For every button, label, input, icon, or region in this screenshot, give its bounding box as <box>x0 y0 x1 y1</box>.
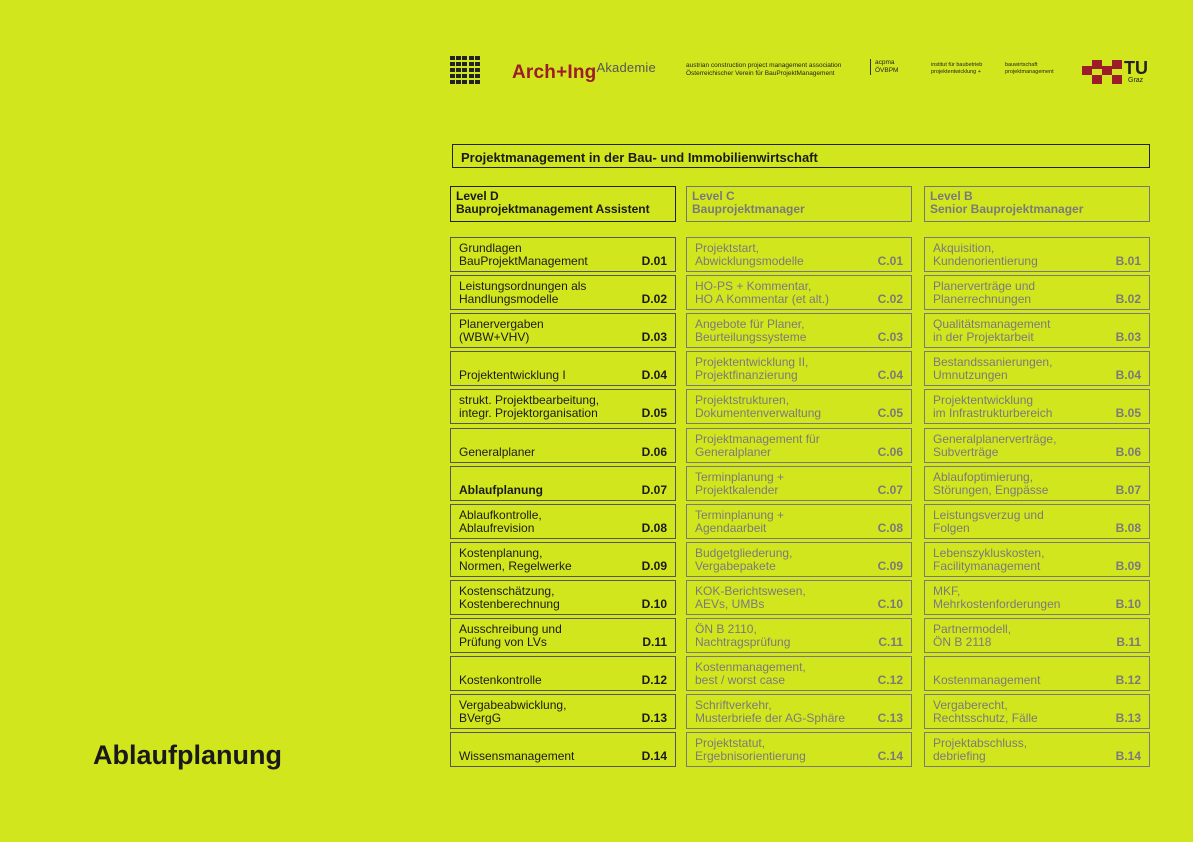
course-code: B.10 <box>1115 596 1141 611</box>
course-cell-d-09 <box>450 542 676 577</box>
course-code: C.09 <box>877 558 903 573</box>
course-code: B.03 <box>1115 330 1141 345</box>
course-title: Schriftverkehr, Musterbriefe der AG-Sphäre <box>695 698 846 726</box>
course-cell-b-03 <box>924 313 1150 348</box>
course-cell-b-05 <box>924 389 1150 424</box>
course-cell-d-08 <box>450 504 676 539</box>
course-code: C.02 <box>877 292 903 307</box>
institute-logo-left <box>931 62 982 76</box>
course-cell-d-01 <box>450 237 676 272</box>
course-code: D.01 <box>641 254 667 268</box>
course-title: Projektabschluss, debriefing <box>933 736 1028 764</box>
course-cell-d-06 <box>450 428 676 463</box>
course-title: Lebenszykluskosten, Facilitymanagement <box>933 545 1045 573</box>
level-b-subtitle: Senior Bauprojektmanager <box>930 202 1084 216</box>
acpma-short2: ÖVBPM <box>875 67 899 74</box>
course-title: Planerverträge und Planerrechnungen <box>933 279 1036 307</box>
course-cell-d-03 <box>450 313 676 348</box>
course-title: Ausschreibung und Prüfung von LVs <box>459 622 562 649</box>
course-title: Ablaufplanung <box>459 482 543 497</box>
course-code: D.02 <box>641 292 667 307</box>
course-code: C.12 <box>877 673 903 688</box>
course-code: B.12 <box>1115 673 1141 688</box>
course-title: Terminplanung + Projektkalender <box>695 469 785 497</box>
course-title: Projektstatut, Ergebnisorientierung <box>695 736 806 764</box>
course-title: Angebote für Planer, Beurteilungssysteme <box>695 317 807 345</box>
course-cell-b-01 <box>924 237 1150 272</box>
level-b-title: Level B <box>930 189 973 203</box>
course-title: MKF, Mehrkostenforderungen <box>933 583 1061 611</box>
course-cell-d-04 <box>450 351 676 386</box>
course-title: Ablaufkontrolle, Ablaufrevision <box>459 507 542 535</box>
course-code: D.07 <box>641 482 667 497</box>
tu-graz-logo <box>1082 58 1154 88</box>
course-cell-b-04 <box>924 351 1150 386</box>
course-code: B.05 <box>1115 406 1141 421</box>
course-title: Generalplanerverträge, Subverträge <box>933 431 1057 459</box>
course-code: C.13 <box>877 711 903 726</box>
course-code: D.11 <box>642 635 667 649</box>
course-code: C.07 <box>877 482 903 497</box>
page-title: Ablaufplanung <box>93 740 282 770</box>
inst-plus: + <box>977 69 981 75</box>
course-code: D.10 <box>641 596 667 611</box>
level-c-title: Level C <box>692 189 735 203</box>
level-d-header <box>450 186 676 222</box>
course-title: Projektstart, Abwicklungsmodelle <box>695 241 804 268</box>
course-code: C.08 <box>877 520 903 535</box>
course-title: Projektentwicklung im Infrastrukturbereich <box>933 393 1053 421</box>
level-b-column <box>924 186 1150 764</box>
course-code: D.06 <box>641 444 667 459</box>
course-cell-b-11 <box>924 618 1150 653</box>
course-cell-c-11 <box>686 618 912 653</box>
course-code: B.06 <box>1115 444 1141 459</box>
course-cell-d-13 <box>450 694 676 729</box>
acpma-line1: austrian construction project management association <box>686 62 842 69</box>
acpma-short1: acpma <box>875 59 895 66</box>
course-cell-c-12 <box>686 656 912 691</box>
course-title: Bestandssanierungen, Umnutzungen <box>933 355 1053 383</box>
course-cell-c-04 <box>686 351 912 386</box>
acpma-line2: Österreichischer Verein für BauProjektManagement <box>686 70 835 77</box>
course-title: Kostenkontrolle <box>459 673 542 688</box>
course-cell-c-03 <box>686 313 912 348</box>
level-b-header <box>924 186 1150 222</box>
course-title: Planervergaben (WBW+VHV) <box>459 317 544 345</box>
course-cell-d-11 <box>450 618 676 653</box>
course-cell-c-02 <box>686 275 912 310</box>
course-cell-d-07 <box>450 466 676 501</box>
course-code: C.03 <box>877 330 903 345</box>
course-title: Terminplanung + Agendaarbeit <box>695 507 785 535</box>
course-code: B.08 <box>1115 520 1141 535</box>
institute-logo-right <box>1005 62 1054 76</box>
course-cell-c-13 <box>686 694 912 729</box>
course-title: Kostenschätzung, Kostenberechnung <box>459 583 560 611</box>
course-title: Kostenmanagement <box>933 673 1041 688</box>
grid-logo-icon <box>450 56 482 86</box>
course-cell-d-10 <box>450 580 676 615</box>
course-cell-b-08 <box>924 504 1150 539</box>
course-cell-c-09 <box>686 542 912 577</box>
course-title: Akquisition, Kundenorientierung <box>933 241 1038 268</box>
course-code: C.14 <box>877 749 903 764</box>
course-title: Budgetgliederung, Vergabepakete <box>695 545 793 573</box>
course-cell-b-07 <box>924 466 1150 501</box>
program-header: Projektmanagement in der Bau- und Immobilienwirtschaft <box>452 144 1150 168</box>
course-code: D.05 <box>641 406 667 421</box>
course-cell-b-09 <box>924 542 1150 577</box>
course-cell-c-01 <box>686 237 912 272</box>
course-code: C.06 <box>877 444 903 459</box>
course-title: KOK-Berichtswesen, AEVs, UMBs <box>695 583 806 611</box>
course-code: D.08 <box>641 520 667 535</box>
course-code: B.14 <box>1115 749 1141 764</box>
course-code: D.04 <box>641 368 667 383</box>
course-title: Generalplaner <box>459 444 536 459</box>
course-cell-b-06 <box>924 428 1150 463</box>
level-c-subtitle: Bauprojektmanager <box>692 202 805 216</box>
course-code: C.01 <box>877 254 903 268</box>
course-cell-c-06 <box>686 428 912 463</box>
logo-bar <box>450 54 1155 90</box>
course-code: D.12 <box>641 673 667 688</box>
course-code: B.09 <box>1115 558 1141 573</box>
course-title: Projektentwicklung II, Projektfinanzierung <box>695 355 809 383</box>
course-title: Grundlagen BauProjektManagement <box>459 241 588 268</box>
course-cell-b-14 <box>924 732 1150 767</box>
course-title: Kostenplanung, Normen, Regelwerke <box>459 545 572 573</box>
course-title: Kostenmanagement, best / worst case <box>695 660 806 688</box>
tu-text: TU <box>1124 58 1148 78</box>
course-title: Qualitätsmanagement in der Projektarbeit <box>933 317 1051 345</box>
course-cell-d-05 <box>450 389 676 424</box>
course-cell-b-02 <box>924 275 1150 310</box>
course-code: C.05 <box>877 406 903 421</box>
course-cell-b-13 <box>924 694 1150 729</box>
course-title: Partnermodell, ÖN B 2118 <box>933 622 1012 649</box>
course-cell-b-10 <box>924 580 1150 615</box>
course-code: B.07 <box>1115 482 1141 497</box>
course-title: strukt. Projektbearbeitung, integr. Projektorganisation <box>459 393 600 421</box>
course-title: Leistungsverzug und Folgen <box>933 507 1044 535</box>
course-cell-d-14 <box>450 732 676 767</box>
course-code: B.13 <box>1115 711 1141 726</box>
course-code: B.11 <box>1116 635 1141 649</box>
course-cell-c-07 <box>686 466 912 501</box>
inst-line2: projektentwicklung <box>931 69 977 75</box>
graz-text: Graz <box>1128 77 1144 84</box>
course-code: B.02 <box>1115 292 1141 307</box>
course-cell-d-12 <box>450 656 676 691</box>
course-cell-d-02 <box>450 275 676 310</box>
akademie-text: Akademie <box>596 60 656 75</box>
acpma-short-logo <box>870 59 898 75</box>
level-d-subtitle: Bauprojektmanagement Assistent <box>456 202 650 216</box>
course-title: Projektstrukturen, Dokumentenverwaltung <box>695 393 822 421</box>
level-d-title: Level D <box>456 189 499 203</box>
course-title: HO-PS + Kommentar, HO A Kommentar (et alt.) <box>695 279 830 307</box>
course-code: B.04 <box>1115 368 1141 383</box>
course-code: D.09 <box>641 558 667 573</box>
level-c-column <box>686 186 912 764</box>
course-title: Projektentwicklung I <box>459 368 566 383</box>
course-title: Leistungsordnungen als Handlungsmodelle <box>459 279 587 307</box>
course-title: ÖN B 2110, Nachtragsprüfung <box>695 622 791 649</box>
inst2-line1: bauwirtschaft <box>1005 62 1038 68</box>
inst-line1: institut für baubetrieb <box>931 62 983 68</box>
course-title: Ablaufoptimierung, Störungen, Engpässe <box>933 469 1049 497</box>
course-title: Projektmanagement für Generalplaner <box>695 431 820 459</box>
course-cell-c-14 <box>686 732 912 767</box>
course-title: Vergaberecht, Rechtsschutz, Fälle <box>933 698 1038 726</box>
course-code: D.03 <box>641 330 667 345</box>
course-code: C.10 <box>877 596 903 611</box>
level-d-column <box>450 186 676 764</box>
arch-ing-akademie-logo <box>512 62 656 84</box>
course-cell-c-08 <box>686 504 912 539</box>
course-cell-b-12 <box>924 656 1150 691</box>
acpma-logo-text <box>686 62 841 78</box>
level-c-header <box>686 186 912 222</box>
inst2-line2: projektmanagement <box>1005 69 1054 75</box>
course-cell-c-05 <box>686 389 912 424</box>
course-code: D.14 <box>641 749 667 764</box>
course-cell-c-10 <box>686 580 912 615</box>
arch-ing-text: Arch+Ing <box>512 62 597 83</box>
course-code: C.04 <box>877 368 903 383</box>
course-code: B.01 <box>1115 254 1141 268</box>
course-code: C.11 <box>878 635 903 649</box>
course-title: Wissensmanagement <box>459 749 575 764</box>
course-title: Vergabeabwicklung, BVergG <box>459 698 567 726</box>
course-code: D.13 <box>641 711 667 726</box>
